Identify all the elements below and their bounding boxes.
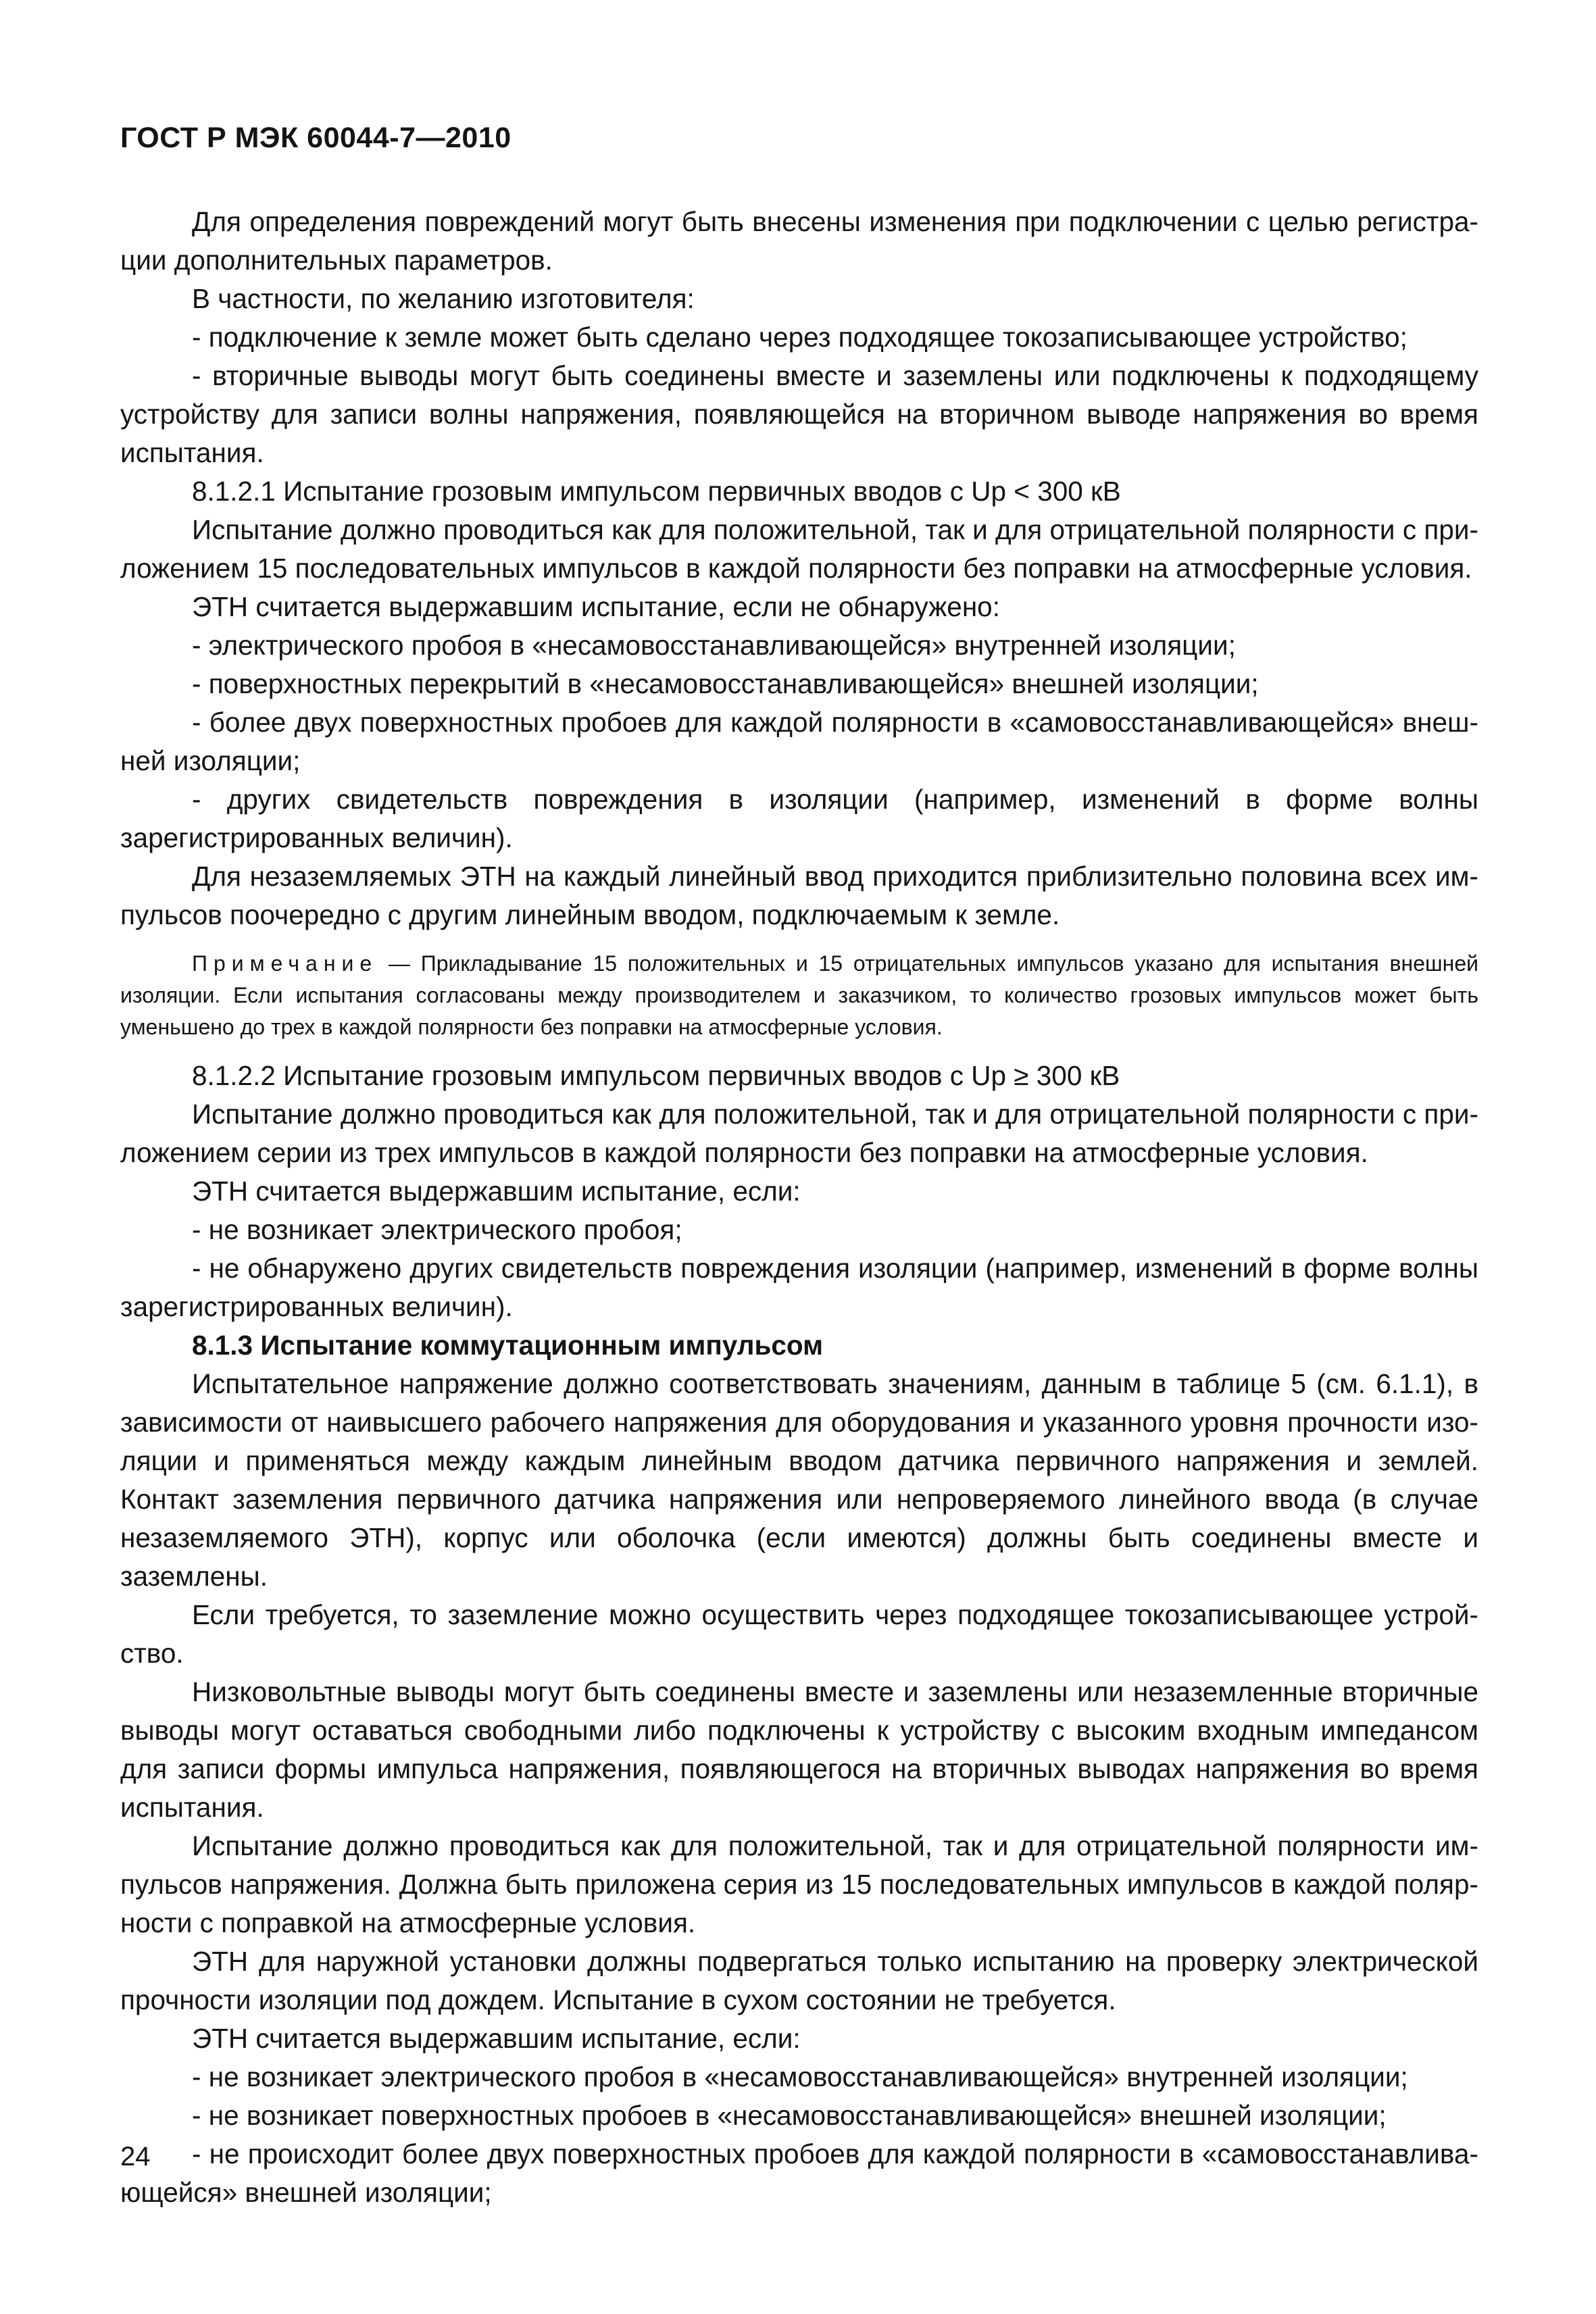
paragraph: ЭТН считается выдержавшим испытание, если: xyxy=(192,2023,801,2054)
list-item: - более двух поверхностных пробоев для каждой полярности в «самовосстанавливающейся» внешней изоляции; xyxy=(120,707,1478,776)
paragraph: Для незаземляемых ЭТН на каждый линейный ввод приходится приблизительно половина всех импульсов поочередно с другим линейным вводом, подключаемым к земле. xyxy=(120,861,1478,930)
note xyxy=(120,948,1478,1043)
section-heading: 8.1.3 Испытание коммутационным импульсом xyxy=(192,1330,824,1361)
list-item: - не возникает поверхностных пробоев в «несамовосстанавливающейся» внешней изоляции; xyxy=(192,2100,1387,2131)
list-item: - не обнаружено других свидетельств повреждения изоляции (например, изменений в форме волны зарегистрированных величин). xyxy=(120,1253,1478,1322)
paragraph: Испытание должно проводиться как для положительной, так и для отрицательной полярности импульсов напряжения. Должна быть приложена серия из 15 последовательных импульсов в каждой полярности с поправкой на атмосферные условия. xyxy=(120,1830,1478,1938)
list-item: - подключение к земле может быть сделано через подходящее токозаписывающее устройство; xyxy=(192,322,1407,353)
document-body xyxy=(120,203,1478,2212)
list-item: - других свидетельств повреждения в изоляции (например, изменений в форме волны зарегистрированных величин). xyxy=(120,784,1478,853)
paragraph: Если требуется, то заземление можно осуществить через подходящее токозаписывающее устройство. xyxy=(120,1599,1478,1669)
paragraph: Испытание должно проводиться как для положительной, так и для отрицательной полярности с приложением 15 последовательных импульсов в каждой полярности без поправки на атмосферные условия. xyxy=(120,514,1478,584)
list-item: - не возникает электрического пробоя в «несамовосстанавливающейся» внутренней изоляции; xyxy=(192,2061,1408,2092)
paragraph: ЭТН считается выдержавшим испытание, если не обнаружено: xyxy=(192,591,1000,622)
paragraph: ЭТН считается выдержавшим испытание, если: xyxy=(192,1176,801,1207)
paragraph: Испытание должно проводиться как для положительной, так и для отрицательной полярности с приложением серии из трех импульсов в каждой полярности без поправки на атмосферные условия. xyxy=(120,1099,1478,1168)
list-item: - не возникает электрического пробоя; xyxy=(192,1214,682,1245)
paragraph: ЭТН для наружной установки должны подвергаться только испытанию на проверку электрической прочности изоляции под дождем. Испытание в сухом состоянии не требуется. xyxy=(120,1946,1478,2015)
paragraph: Низковольтные выводы могут быть соединены вместе и заземлены или незаземленные вторичные выводы могут оставаться свободными либо подключены к устройству с высоким входным импедансом для записи формы импульса напряжения, появляющегося на вторичных выводах напряжения во время испытания. xyxy=(120,1676,1478,1823)
list-item: - электрического пробоя в «несамовосстанавливающейся» внутренней изоляции; xyxy=(192,630,1236,661)
list-item: - поверхностных перекрытий в «несамовосстанавливающейся» внешней изоляции; xyxy=(192,668,1259,699)
paragraph: В частности, по желанию изготовителя: xyxy=(192,283,695,314)
subsection-heading: 8.1.2.2 Испытание грозовым импульсом первичных вводов с Uр ≥ 300 кВ xyxy=(192,1060,1120,1091)
subsection-heading: 8.1.2.1 Испытание грозовым импульсом первичных вводов с Uр < 300 кВ xyxy=(192,476,1121,507)
paragraph: Испытательное напряжение должно соответствовать значениям, данным в таблице 5 (см. 6.1.1), в зависимости от наивысшего рабочего напряжения для оборудования и указанного уровня прочности изоляции и применяться между каждым линейным вводом датчика первичного напряжения и землей. Контакт заземления первичного датчика напряжения или непроверяемого линейного ввода (в случае незаземляемого ЭТН), корпус или оболочка (если имеются) должны быть соединены вместе и заземлены. xyxy=(120,1368,1478,1592)
page-number: 24 xyxy=(120,2142,151,2171)
list-item: - не происходит более двух поверхностных пробоев для каждой полярности в «самовосстанавливающейся» внешней изоляции; xyxy=(120,2138,1478,2208)
note-text: — Прикладывание 15 положительных и 15 отрицательных импульсов указано для испытания внешней изоляции. Если испытания согласованы между производителем и заказчиком, то количество грозовых импульсов может быть уменьшено до трех в каждой полярности без поправки на атмосферные условия. xyxy=(120,951,1478,1039)
paragraph: Для определения повреждений могут быть внесены изменения при подключении с целью регистрации дополнительных параметров. xyxy=(120,206,1478,276)
document-header: ГОСТ Р МЭК 60044-7—2010 xyxy=(120,122,512,154)
list-item: - вторичные выводы могут быть соединены вместе и заземлены или подключены к подходящему устройству для записи волны напряжения, появляющейся на вторичном выводе напряжения во время испытания. xyxy=(120,360,1478,468)
note-label: Примечание xyxy=(192,951,378,976)
